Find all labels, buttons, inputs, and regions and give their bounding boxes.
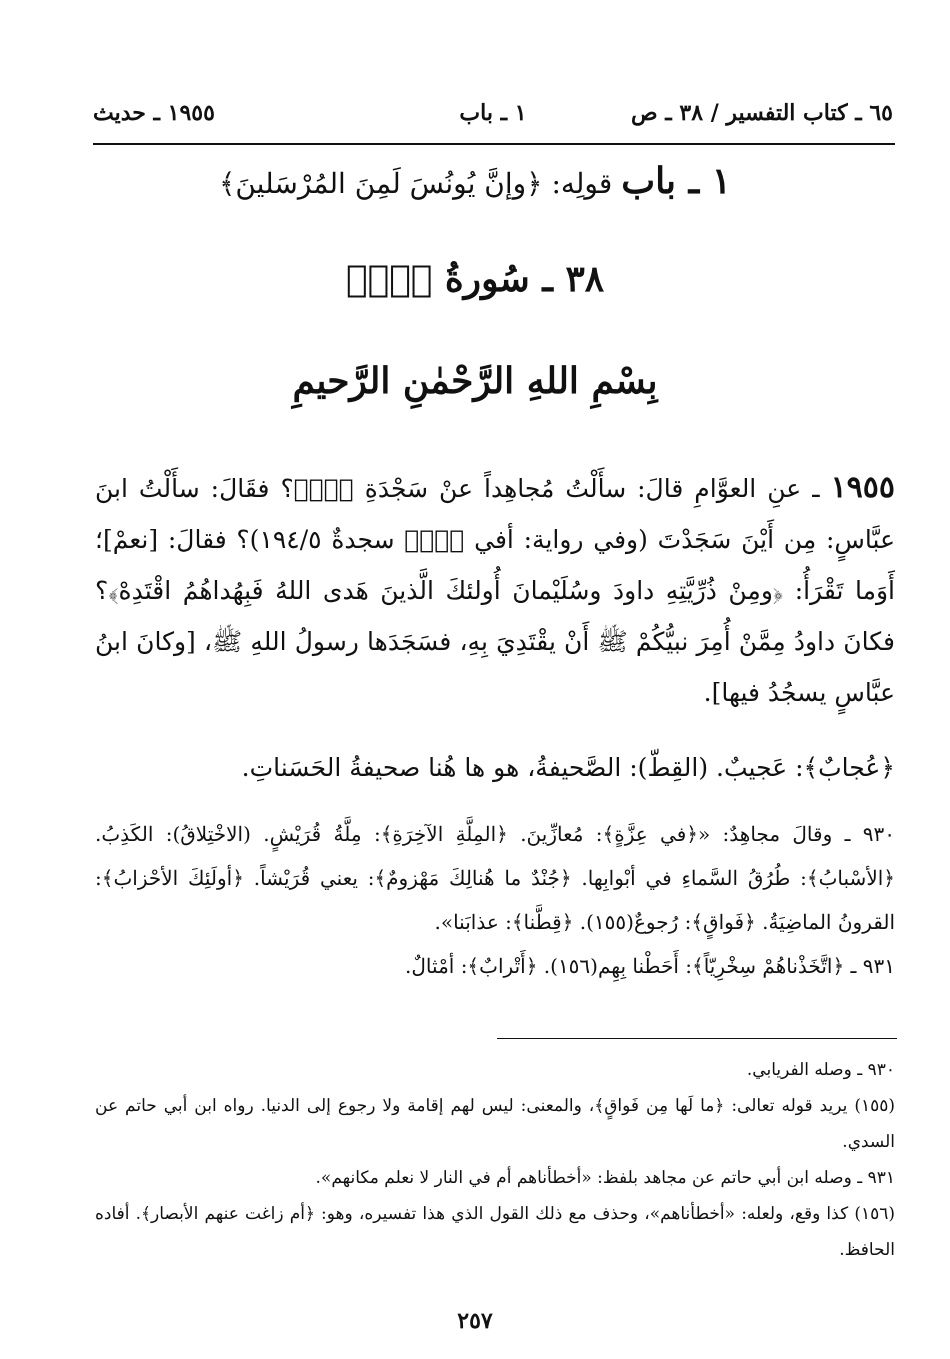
surah-title: ٣٨ ـ سُورةُ ﴿صۤ﴾: [345, 258, 605, 300]
note-931: ٩٣١ ـ ﴿اتَّخَذْناهُمْ سِخْرِيّاً﴾: أَحَطْنا بِهِم(١٥٦). ﴿أَتْرابٌ﴾: أمْثالٌ.: [405, 954, 895, 978]
footnote-155: (١٥٥) يريد قوله تعالى: ﴿ما لَها مِن فَواقٍ﴾، والمعنى: ليس لهم إقامة ولا رجوع إلى الدنيا. رواه ابن أبي حاتم عن السدي.: [95, 1096, 895, 1152]
header-hadith-number: ١٩٥٥ ـ حديث: [93, 100, 215, 126]
header-chapter: ٦٥ ـ كتاب التفسير / ٣٨ ـ ص: [631, 100, 893, 126]
footnote-rule: [497, 1038, 897, 1039]
header-section: ١ ـ باب: [459, 100, 527, 126]
bab-heading: [0, 160, 950, 202]
note-930: ٩٣٠ ـ وقالَ مجاهِدٌ: «﴿في عِزَّةٍ﴾: مُعازِّينَ. ﴿المِلَّةِ الآخِرَةِ﴾: مِلَّةُ قُرَيْشٍ. (الاخْتِلاقُ): الكَذِبُ. ﴿الأسْبابُ﴾: طُرُقُ السَّماءِ في أبْوابِها. ﴿جُنْدٌ ما هُنالِكَ مَهْزومٌ﴾: يعني قُرَيْشاً. ﴿أولَئِكَ الأحْزابُ﴾: القرونُ الماضِيَةُ. ﴿فَواقٍ﴾: رُجوعٌ(١٥٥). ﴿قِطَّنا﴾: عذابَنا».: [95, 822, 895, 934]
running-header: [93, 100, 893, 136]
commentary: [95, 812, 895, 988]
footnotes: [95, 1052, 895, 1268]
gloss-paragraph: ﴿عُجابٌ﴾: عَجيبٌ. (القِطّ): الصَّحيفةُ، هو ها هُنا صحيفةُ الحَسَناتِ.: [241, 753, 895, 782]
footnote-931: ٩٣١ ـ وصله ابن أبي حاتم عن مجاهد بلفظ: «أخطأناهم أم في النار لا نعلم مكانهم».: [315, 1168, 895, 1188]
footnote-156: (١٥٦) كذا وقع، ولعله: «أخطأناهم»، وحذف مع ذلك القول الذي هذا تفسيره، وهو: ﴿أم زاغت عنهم الأبصار﴾. أفاده الحافظ.: [95, 1204, 895, 1260]
hadith-paragraph: [95, 462, 895, 718]
footnote-930: ٩٣٠ ـ وصله الفريابي.: [746, 1060, 895, 1080]
bab-label: ١ ـ باب: [621, 160, 732, 202]
hadith-text: ـ عنِ العوَّامِ قالَ: سأَلْتُ مُجاهِداً عنْ سَجْدَةِ ﴿صۤ﴾؟ فقَالَ: سأَلْتُ ابنَ عبَّاسٍ: مِن أَيْنَ سَجَدْتَ (وفي رواية: أفي ﴿صۤ﴾ سجدةٌ ١٩٤/٥)؟ فقالَ: [نعمْ]؛ أَوَما تَقْرَأُ: ﴿ومِنْ ذُرِّيَّتِهِ داودَ وسُلَيْمانَ أُولئكَ الَّذينَ هَدى اللهُ فَبِهُداهُمُ اقْتَدِهْ﴾؟ فكانَ داودُ مِمَّنْ أُمِرَ نبيُّكُمْ ﷺ أَنْ يقْتَدِيَ بِهِ، فسَجَدَها رسولُ اللهِ ﷺ، [وكانَ ابنُ عبَّاسٍ يسجُدُ فيها].: [95, 474, 895, 707]
basmala: بِسْمِ اللهِ الرَّحْمٰنِ الرَّحيمِ: [292, 360, 658, 402]
hadith-number: ١٩٥٥: [830, 470, 896, 505]
page-number: ٢٥٧: [457, 1308, 493, 1334]
header-rule: [93, 143, 895, 145]
bab-text: قولِه: ﴿وإنَّ يُونُسَ لَمِنَ المُرْسَلينَ﴾: [218, 167, 613, 200]
